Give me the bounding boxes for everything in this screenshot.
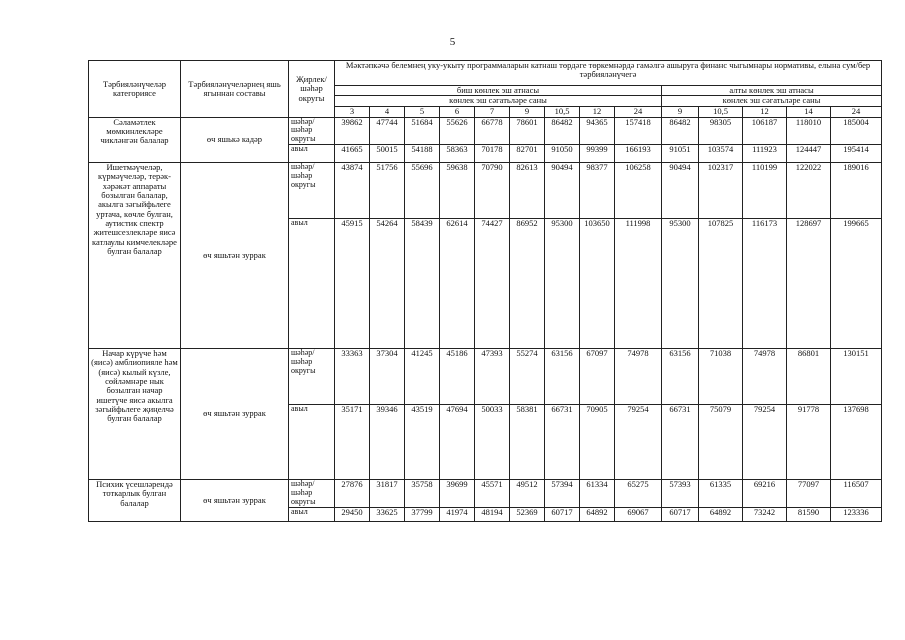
value-cell: 55626: [440, 117, 475, 144]
hours-five-day-cell: 10,5: [545, 106, 580, 117]
value-cell: 63156: [545, 349, 580, 405]
value-cell: 111998: [615, 219, 662, 349]
value-cell: 91050: [545, 145, 580, 163]
value-cell: 50015: [370, 145, 405, 163]
value-cell: 54188: [405, 145, 440, 163]
hours-six-day-cell: 10,5: [699, 106, 743, 117]
five-day-hours-header: көнлек эш сәгатьләре саны: [335, 96, 662, 106]
value-cell: 195414: [831, 145, 882, 163]
value-cell: 71038: [699, 349, 743, 405]
value-cell: 70790: [475, 163, 510, 219]
value-cell: 49512: [510, 480, 545, 508]
value-cell: 82701: [510, 145, 545, 163]
value-cell: 60717: [662, 508, 699, 522]
age-header: Тәрбияләнүчеләрнең яшь ягыннан составы: [181, 61, 289, 118]
value-cell: 124447: [787, 145, 831, 163]
category-header: Тәрбияләнүчеләр категориясе: [89, 61, 181, 118]
value-cell: 86482: [545, 117, 580, 144]
value-cell: 73242: [743, 508, 787, 522]
value-cell: 95300: [545, 219, 580, 349]
value-cell: 35171: [335, 405, 370, 480]
settlement-cell: шәһәр/шәһәр округы: [289, 480, 335, 508]
age-cell: өч яшьтән зуррак: [181, 349, 289, 480]
value-cell: 41665: [335, 145, 370, 163]
six-day-week-header: алты көнлек эш атнасы: [662, 86, 882, 96]
value-cell: 86952: [510, 219, 545, 349]
settlement-cell: шәһәр/шәһәр округы: [289, 117, 335, 144]
value-cell: 103650: [580, 219, 615, 349]
hours-five-day-cell: 7: [475, 106, 510, 117]
value-cell: 58439: [405, 219, 440, 349]
value-cell: 69216: [743, 480, 787, 508]
value-cell: 66731: [662, 405, 699, 480]
value-cell: 95300: [662, 219, 699, 349]
hours-five-day-cell: 24: [615, 106, 662, 117]
value-cell: 41974: [440, 508, 475, 522]
value-cell: 130151: [831, 349, 882, 405]
table-row: [89, 480, 882, 508]
settlement-cell: шәһәр/шәһәр округы: [289, 163, 335, 219]
value-cell: 29450: [335, 508, 370, 522]
six-day-hours-header: көнлек эш сәгатьләре саны: [662, 96, 882, 106]
hours-six-day-cell: 9: [662, 106, 699, 117]
value-cell: 116173: [743, 219, 787, 349]
hours-five-day-cell: 6: [440, 106, 475, 117]
value-cell: 48194: [475, 508, 510, 522]
hours-five-day-cell: 4: [370, 106, 405, 117]
value-cell: 185004: [831, 117, 882, 144]
hours-six-day-cell: 24: [831, 106, 882, 117]
value-cell: 57394: [545, 480, 580, 508]
table-row: [89, 349, 882, 405]
value-cell: 74978: [743, 349, 787, 405]
settlement-cell: авыл: [289, 508, 335, 522]
value-cell: 82613: [510, 163, 545, 219]
value-cell: 74427: [475, 219, 510, 349]
value-cell: 110199: [743, 163, 787, 219]
value-cell: 66731: [545, 405, 580, 480]
table-row: [89, 163, 882, 219]
value-cell: 47393: [475, 349, 510, 405]
value-cell: 157418: [615, 117, 662, 144]
value-cell: 39346: [370, 405, 405, 480]
value-cell: 51756: [370, 163, 405, 219]
value-cell: 58381: [510, 405, 545, 480]
value-cell: 61334: [580, 480, 615, 508]
value-cell: 55274: [510, 349, 545, 405]
value-cell: 128697: [787, 219, 831, 349]
value-cell: 107825: [699, 219, 743, 349]
value-cell: 86482: [662, 117, 699, 144]
value-cell: 86801: [787, 349, 831, 405]
value-cell: 116507: [831, 480, 882, 508]
value-cell: 35758: [405, 480, 440, 508]
value-cell: 64892: [580, 508, 615, 522]
settlement-cell: авыл: [289, 405, 335, 480]
value-cell: 55696: [405, 163, 440, 219]
value-cell: 67097: [580, 349, 615, 405]
page-number: 5: [449, 36, 456, 48]
hours-five-day-cell: 12: [580, 106, 615, 117]
value-cell: 78601: [510, 117, 545, 144]
age-cell: өч яшьтән зуррак: [181, 480, 289, 522]
value-cell: 189016: [831, 163, 882, 219]
value-cell: 98305: [699, 117, 743, 144]
value-cell: 102317: [699, 163, 743, 219]
value-cell: 74978: [615, 349, 662, 405]
normatives-table: [88, 60, 882, 522]
value-cell: 43874: [335, 163, 370, 219]
value-cell: 47744: [370, 117, 405, 144]
hours-five-day-cell: 5: [405, 106, 440, 117]
value-cell: 57393: [662, 480, 699, 508]
value-cell: 90494: [662, 163, 699, 219]
value-cell: 39699: [440, 480, 475, 508]
value-cell: 63156: [662, 349, 699, 405]
hours-five-day-cell: 9: [510, 106, 545, 117]
value-cell: 70178: [475, 145, 510, 163]
value-cell: 81590: [787, 508, 831, 522]
value-cell: 199665: [831, 219, 882, 349]
value-cell: 33363: [335, 349, 370, 405]
value-cell: 118010: [787, 117, 831, 144]
value-cell: 41245: [405, 349, 440, 405]
category-cell: Психик үсешләрендә тоткарлык булган балалар: [89, 480, 181, 522]
category-cell: Ишетмәүчеләр, күрмәүчеләр, терәк-хәрәкәт аппараты бозылган балалар, акылга зәгыйфьлеге уртача, көчле булган, аутистик спектр житешсезлекләре яисә катлаулы кимчелекләре булган балалар: [89, 163, 181, 349]
five-day-week-header: биш көнлек эш атнасы: [335, 86, 662, 96]
hours-six-day-cell: 12: [743, 106, 787, 117]
value-cell: 69067: [615, 508, 662, 522]
value-cell: 94365: [580, 117, 615, 144]
value-cell: 70905: [580, 405, 615, 480]
value-cell: 50033: [475, 405, 510, 480]
value-cell: 166193: [615, 145, 662, 163]
value-cell: 59638: [440, 163, 475, 219]
table-row: [89, 117, 882, 144]
value-cell: 45186: [440, 349, 475, 405]
normative-header: Мәктәпкәчә белемнең уку-укыту программаларын катнаш төрдәге төркемнәрдә гамәлгә ашыруга финанс чыгымнары нормативы, елына сум/бер тәрбияләнүчегә: [335, 61, 882, 86]
value-cell: 58363: [440, 145, 475, 163]
value-cell: 111923: [743, 145, 787, 163]
settlement-cell: авыл: [289, 219, 335, 349]
category-cell: Сәламәтлек мөмкинлекләре чикләнгән балалар: [89, 117, 181, 162]
value-cell: 77097: [787, 480, 831, 508]
value-cell: 61335: [699, 480, 743, 508]
value-cell: 91778: [787, 405, 831, 480]
value-cell: 79254: [615, 405, 662, 480]
value-cell: 33625: [370, 508, 405, 522]
value-cell: 98377: [580, 163, 615, 219]
value-cell: 91051: [662, 145, 699, 163]
value-cell: 52369: [510, 508, 545, 522]
value-cell: 65275: [615, 480, 662, 508]
value-cell: 64892: [699, 508, 743, 522]
hours-six-day-cell: 14: [787, 106, 831, 117]
category-cell: Начар күрүче һәм (яисә) амблиопияле һәм (яисә) кылый күзле, сөйләмнәре нык бозылган начар ишетүче яисә акылга зәгыйфьлеге җиңелчә булган балалар: [89, 349, 181, 480]
value-cell: 39862: [335, 117, 370, 144]
value-cell: 62614: [440, 219, 475, 349]
value-cell: 37304: [370, 349, 405, 405]
value-cell: 31817: [370, 480, 405, 508]
age-cell: өч яшьтән зуррак: [181, 163, 289, 349]
age-cell: өч яшькә кадәр: [181, 117, 289, 162]
value-cell: 103574: [699, 145, 743, 163]
hours-five-day-cell: 3: [335, 106, 370, 117]
settlement-header: Җирлек/шәһәр округы: [289, 61, 335, 118]
value-cell: 45571: [475, 480, 510, 508]
value-cell: 75079: [699, 405, 743, 480]
value-cell: 51684: [405, 117, 440, 144]
value-cell: 60717: [545, 508, 580, 522]
settlement-cell: шәһәр/шәһәр округы: [289, 349, 335, 405]
value-cell: 106187: [743, 117, 787, 144]
value-cell: 54264: [370, 219, 405, 349]
value-cell: 122022: [787, 163, 831, 219]
value-cell: 123336: [831, 508, 882, 522]
value-cell: 90494: [545, 163, 580, 219]
value-cell: 37799: [405, 508, 440, 522]
value-cell: 27876: [335, 480, 370, 508]
settlement-cell: авыл: [289, 145, 335, 163]
value-cell: 47694: [440, 405, 475, 480]
value-cell: 79254: [743, 405, 787, 480]
value-cell: 137698: [831, 405, 882, 480]
value-cell: 43519: [405, 405, 440, 480]
value-cell: 99399: [580, 145, 615, 163]
value-cell: 66778: [475, 117, 510, 144]
value-cell: 45915: [335, 219, 370, 349]
value-cell: 106258: [615, 163, 662, 219]
